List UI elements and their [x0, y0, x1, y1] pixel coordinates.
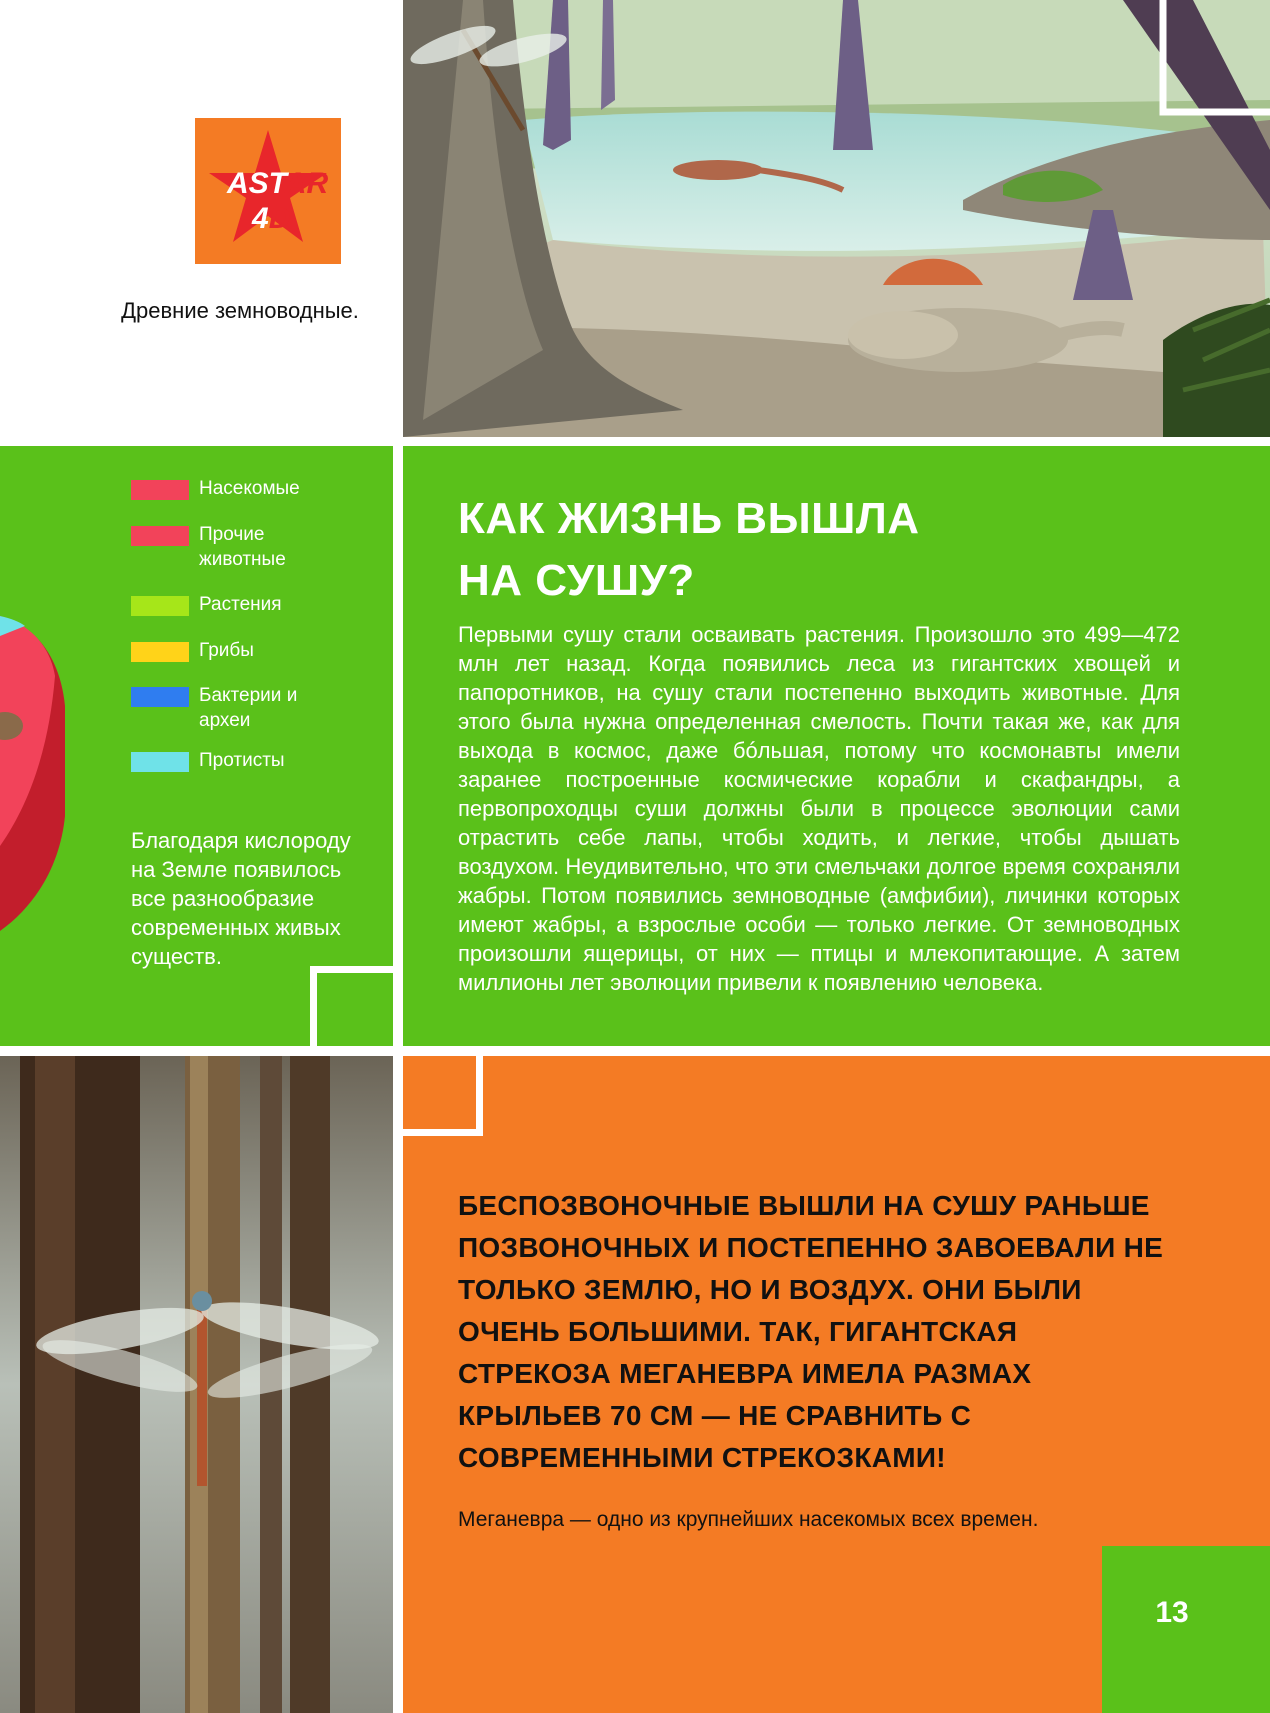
legend-label: Насекомые	[199, 478, 300, 499]
top-image-caption: Древние земноводные.	[121, 298, 359, 323]
legend-label: Протисты	[199, 750, 285, 771]
legend-swatch	[131, 752, 189, 772]
legend-label: Прочие животные	[199, 524, 286, 570]
oxygen-note: Благодаря кислороду на Земле появилось все разнообразие современных живых существ.	[131, 828, 351, 969]
legend-swatch	[131, 642, 189, 662]
heading-line-2: НА СУШУ?	[458, 556, 695, 605]
legend-item-fungi	[131, 638, 349, 663]
legend-item-other-animals	[131, 522, 299, 572]
legend-item-insects	[131, 476, 349, 501]
decorative-frame	[393, 1046, 483, 1136]
legend-label: Грибы	[199, 640, 254, 661]
legend-label: Растения	[199, 594, 282, 615]
page-heading	[458, 488, 1158, 612]
legend-item-protists	[131, 748, 349, 773]
legend-item-bacteria-archaea	[131, 683, 299, 733]
legend-swatch	[131, 687, 189, 707]
swamp-amphibians-illustration	[403, 0, 1270, 437]
logo-line1: ASTAR	[227, 167, 329, 200]
astar-4d-logo	[195, 118, 341, 264]
meganeura-caption: Меганевра — одно из крупнейших насекомых всех времен.	[458, 1508, 1039, 1531]
decorative-frame	[310, 966, 410, 1056]
invertebrates-callout: БЕСПОЗВОНОЧНЫЕ ВЫШЛИ НА СУШУ РАНЬШЕ ПОЗВОНОЧНЫХ И ПОСТЕПЕННО ЗАВОЕВАЛИ НЕ ТОЛЬКО ЗЕМЛЮ, НО И ВОЗДУХ. ОНИ БЫЛИ ОЧЕНЬ БОЛЬШИМИ. ТАК, ГИГАНТСКАЯ СТРЕКОЗА МЕГАНЕВРА ИМЕЛА РАЗМАХ КРЫЛЬЕВ 70 СМ — НЕ СРАВНИТЬ С СОВРЕМЕННЫМИ СТРЕКОЗКАМИ!	[458, 1190, 1164, 1473]
legend-swatch	[131, 526, 189, 546]
partial-pie-chart	[0, 616, 70, 956]
heading-line-1: КАК ЖИЗНЬ ВЫШЛА	[458, 494, 920, 543]
page-number: 13	[1155, 1596, 1189, 1629]
logo-line2: 4D	[252, 202, 291, 235]
legend-swatch	[131, 596, 189, 616]
legend-swatch	[131, 480, 189, 500]
legend-label: Бактерии и археи	[199, 685, 298, 731]
meganeura-forest-illustration	[0, 1056, 393, 1713]
main-body-text: Первыми сушу стали осваивать растения. Произошло это 499—472 млн лет назад. Когда появились леса из гигантских хвощей и папоротников, на сушу стали постепенно выходить животные. Для этого была нужна определенная смелость. Почти такая же, как для выхода в космос, даже бóльшая, потому что космонавты имели заранее построенные космические корабли и скафандры, а первопроходцы суши должны были в процессе эволюции сами отрастить себе лапы, чтобы ходить, и легкие, чтобы дышать воздухом. Неудивительно, что эти смельчаки долгое время сохраняли жабры. Потом появились земноводные (амфибии), личинки которых имеют жабры, а взрослые особи — только легкие. От земноводных произошли ящерицы, от них — птицы и млекопитающие. А затем миллионы лет эволюции привели к появлению человека.	[458, 622, 1180, 995]
legend-item-plants	[131, 592, 349, 617]
